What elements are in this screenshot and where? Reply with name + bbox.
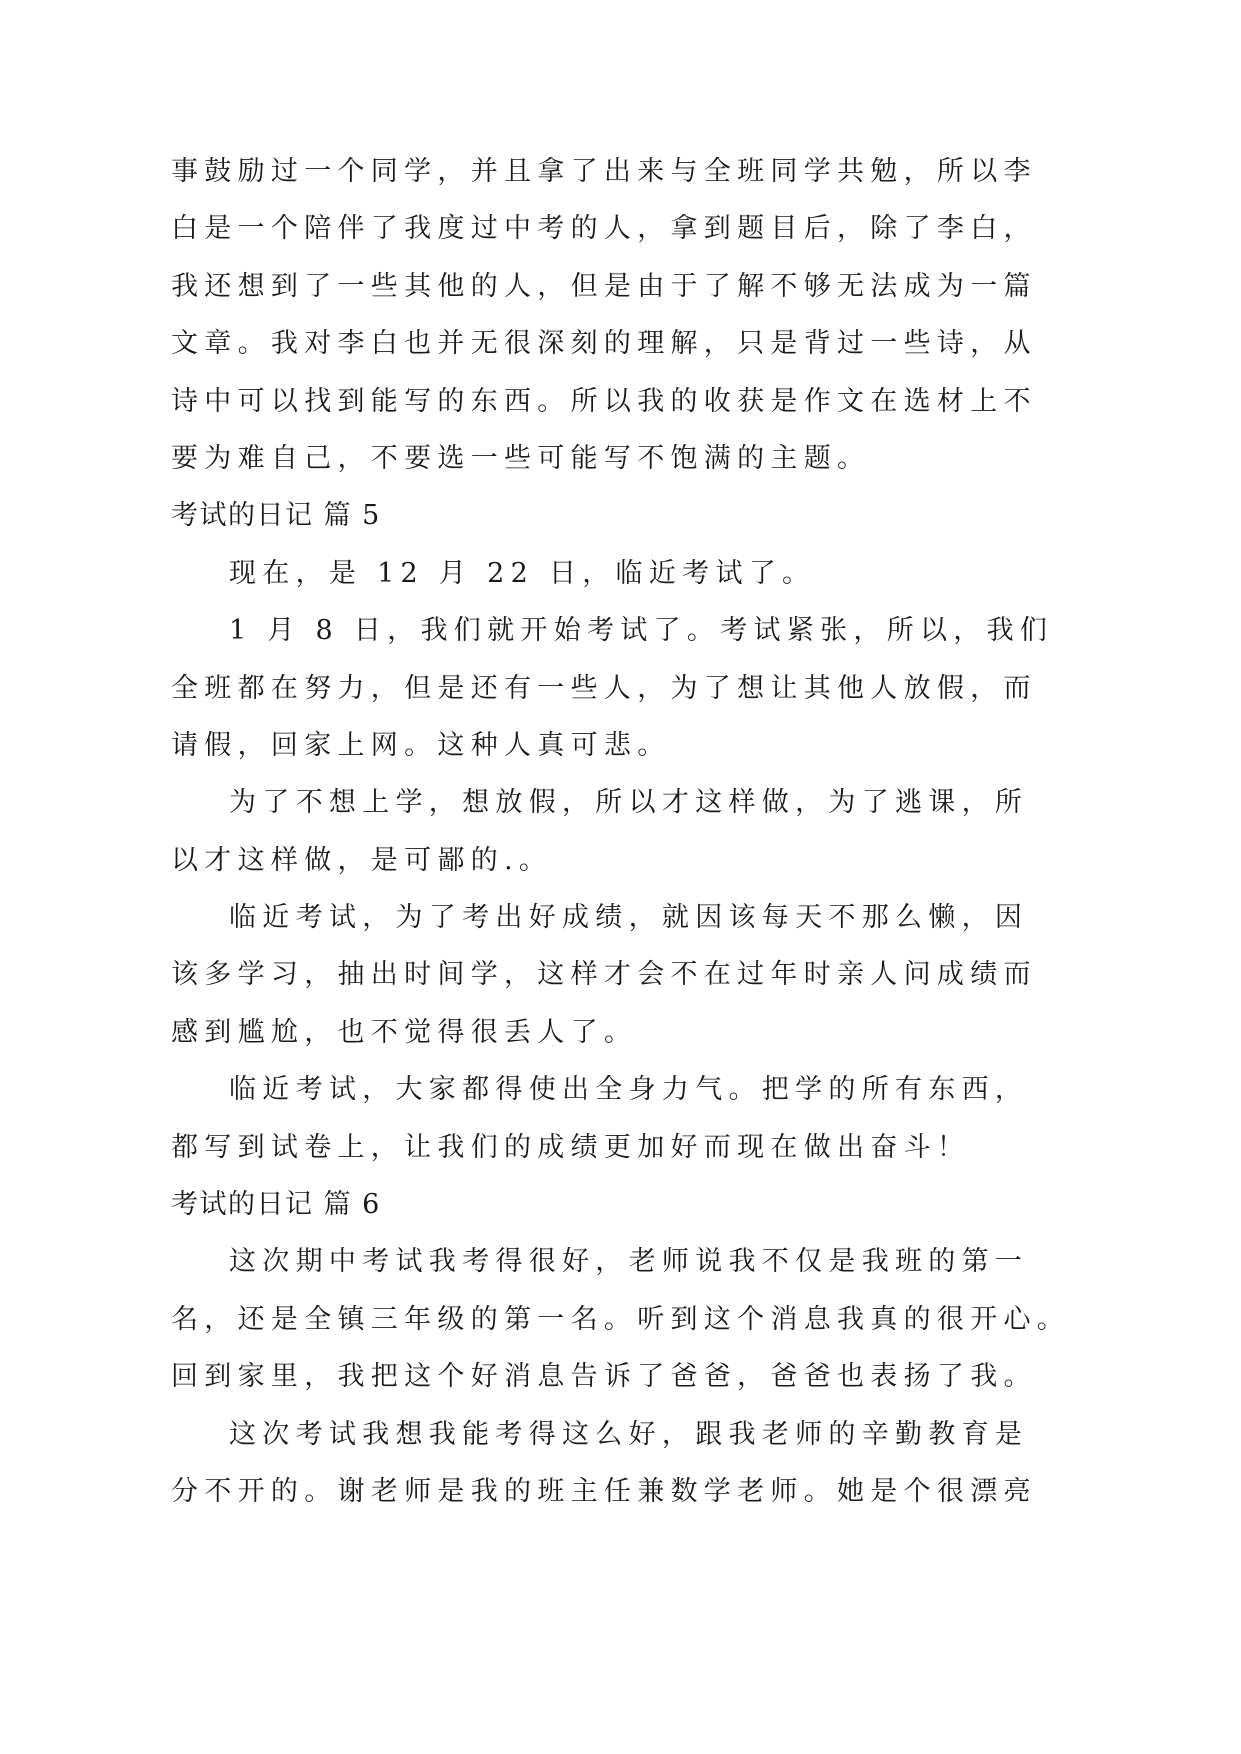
text-line: 事鼓励过一个同学，并且拿了出来与全班同学共勉，所以李 [171, 156, 1037, 187]
text-line: 以才这样做，是可鄙的.。 [171, 844, 553, 876]
text-line: 文章。我对李白也并无很深刻的理解，只是背过一些诗，从 [171, 328, 1037, 360]
text-line: 临近考试，大家都得使出全身力气。把学的所有东西， [229, 1074, 1029, 1106]
text-line: 临近考试，为了考出好成绩，就因该每天不那么懒，因 [229, 902, 1029, 934]
text-line: 诗中可以找到能写的东西。所以我的收获是作文在选材上不 [171, 385, 1037, 417]
text-line: 全班都在努力，但是还有一些人，为了想让其他人放假，而 [171, 672, 1037, 704]
section-heading: 考试的日记 篇 5 [171, 500, 381, 532]
section-heading: 考试的日记 篇 6 [171, 1189, 381, 1221]
text-line: 都写到试卷上，让我们的成绩更加好而现在做出奋斗！ [171, 1131, 971, 1163]
text-line: 该多学习，抽出时间学，这样才会不在过年时亲人问成绩而 [171, 959, 1037, 991]
text-line: 我还想到了一些其他的人，但是由于了解不够无法成为一篇 [171, 270, 1037, 302]
text-line: 要为难自己，不要选一些可能写不饱满的主题。 [171, 442, 871, 474]
text-line: 名，还是全镇三年级的第一名。听到这个消息我真的很开心。 [171, 1303, 1071, 1335]
text-line: 感到尴尬，也不觉得很丢人了。 [171, 1016, 638, 1048]
text-line: 这次考试我想我能考得这么好，跟我老师的辛勤教育是 [229, 1418, 1029, 1450]
text-line: 分不开的。谢老师是我的班主任兼数学老师。她是个很漂亮 [171, 1475, 1037, 1507]
text-line: 为了不想上学，想放假，所以才这样做，为了逃课，所 [229, 787, 1029, 819]
document-body [171, 143, 1071, 1520]
text-line: 1 月 8 日，我们就开始考试了。考试紧张，所以，我们 [229, 615, 1054, 647]
text-line: 请假，回家上网。这种人真可悲。 [171, 729, 671, 761]
text-line: 现在，是 12 月 22 日，临近考试了。 [229, 557, 816, 589]
text-line: 白是一个陪伴了我度过中考的人，拿到题目后，除了李白， [171, 213, 1037, 245]
text-line: 这次期中考试我考得很好，老师说我不仅是我班的第一 [229, 1246, 1029, 1278]
text-line: 回到家里，我把这个好消息告诉了爸爸，爸爸也表扬了我。 [171, 1361, 1037, 1393]
